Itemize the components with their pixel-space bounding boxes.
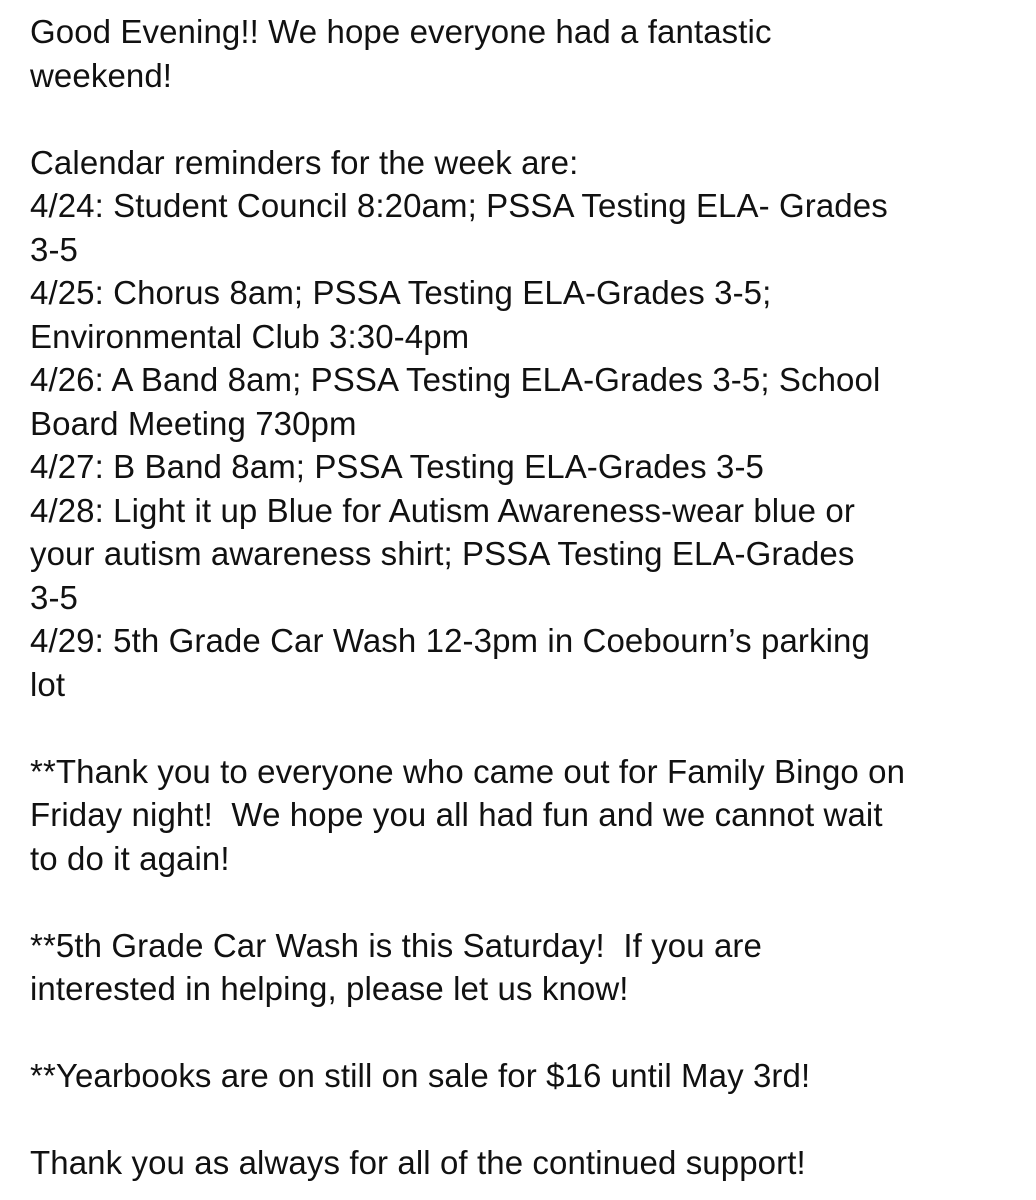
closing-line: Thank you as always for all of the continued support! <box>30 1144 806 1181</box>
paragraph-gap <box>30 880 1020 924</box>
calendar-event-0428: 3-5 <box>30 578 78 616</box>
bingo-thanks: Friday night! We hope you all had fun and we cannot wait <box>30 796 883 833</box>
calendar-event-0429: 4/29: 5th Grade Car Wash 12-3pm in Coebourn’s parking <box>30 622 870 659</box>
calendar-event-0428: 4/28: Light it up Blue for Autism Awareness-wear blue or <box>30 491 855 529</box>
paragraph-gap <box>30 1011 1020 1055</box>
calendar-event-0427: 4/27: B Band 8am; PSSA Testing ELA-Grades 3-5 <box>30 448 764 485</box>
note-body <box>30 10 1020 1185</box>
calendar-event-0428: your autism awareness shirt; PSSA Testing ELA-Grades <box>30 535 855 572</box>
paragraph-gap <box>30 97 1020 141</box>
calendar-event-0425: Environmental Club 3:30-4pm <box>30 317 470 355</box>
yearbook-notice: **Yearbooks are on still on sale for $16 until May 3rd! <box>30 1057 811 1094</box>
calendar-event-0426: Board Meeting 730pm <box>30 404 357 442</box>
paragraph-gap <box>30 706 1020 750</box>
greeting-line: Good Evening!! We hope everyone had a fantastic <box>30 13 772 50</box>
bingo-thanks: to do it again! <box>30 839 230 877</box>
calendar-event-0425: 4/25: Chorus 8am; PSSA Testing ELA-Grades 3-5; <box>30 274 772 311</box>
greeting-line: weekend! <box>30 56 173 94</box>
calendar-event-0424: 4/24: Student Council 8:20am; PSSA Testing ELA- Grades <box>30 187 888 224</box>
calendar-event-0426: 4/26: A Band 8am; PSSA Testing ELA-Grades 3-5; School <box>30 361 881 398</box>
paragraph-gap <box>30 1098 1020 1142</box>
calendar-event-0424: 3-5 <box>30 230 78 268</box>
bingo-thanks: **Thank you to everyone who came out for Family Bingo on <box>30 752 906 790</box>
calendar-event-0429: lot <box>30 665 66 703</box>
car-wash-notice: interested in helping, please let us know! <box>30 970 629 1007</box>
car-wash-notice: **5th Grade Car Wash is this Saturday! If you are <box>30 926 762 964</box>
calendar-intro: Calendar reminders for the week are: <box>30 143 579 181</box>
